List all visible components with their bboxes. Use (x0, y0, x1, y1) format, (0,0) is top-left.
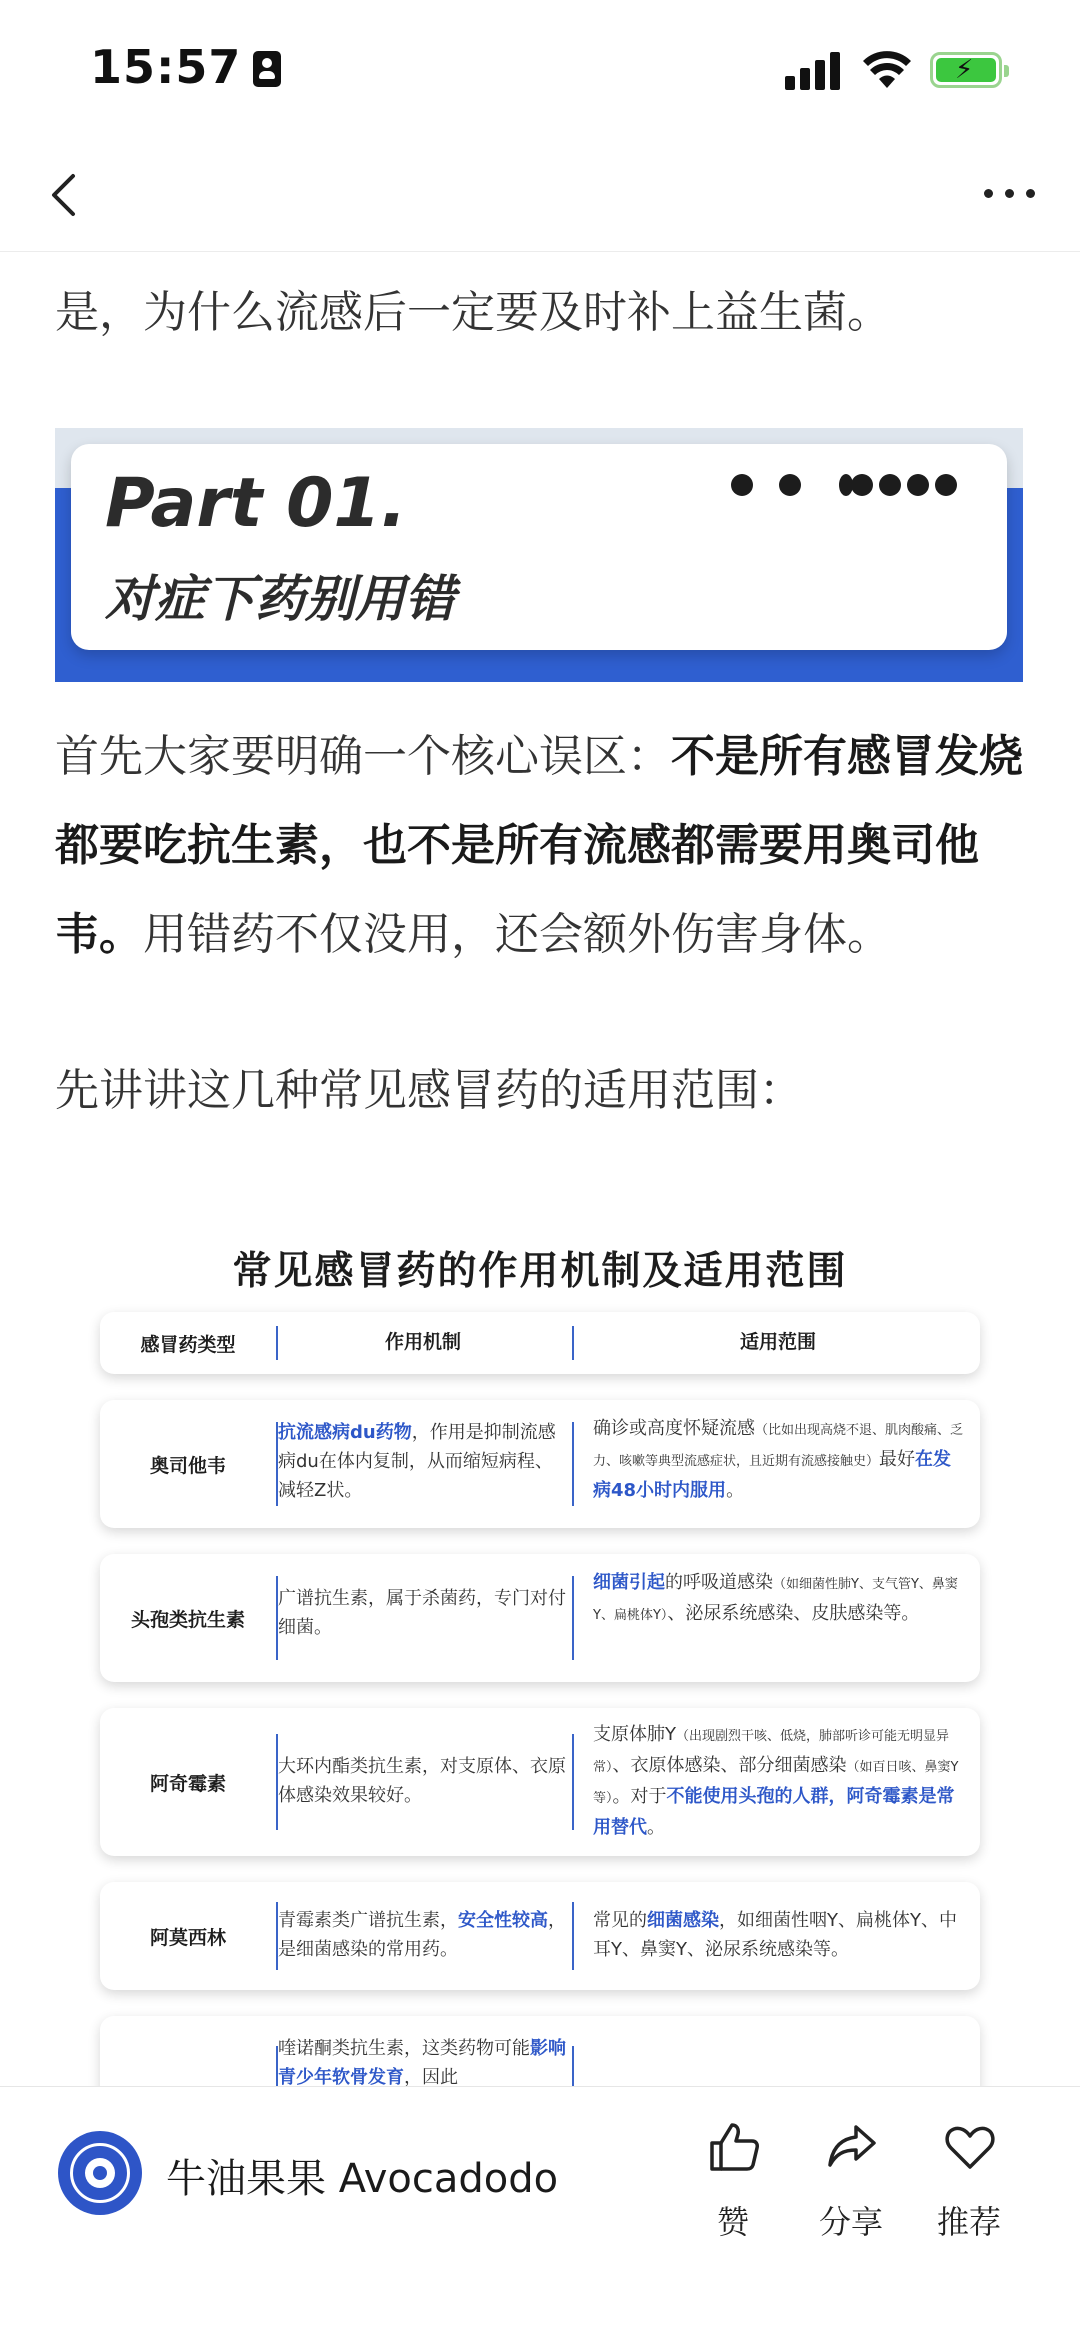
scope-text: 确诊或高度怀疑流感 (593, 1418, 755, 1439)
header-mechanism: 作用机制 (384, 1331, 461, 1353)
table-row (100, 1708, 980, 1856)
banner-card (71, 444, 1007, 650)
para-tail: 用错药不仅没用，还会额外伤害身体。 (143, 909, 891, 960)
drug-scope (593, 1414, 963, 1505)
share-button[interactable] (806, 2115, 896, 2245)
intro-paragraph: 是，为什么流感后一定要及时补上益生菌。 (55, 287, 891, 338)
drug-scope (593, 1906, 963, 1964)
like-button[interactable] (688, 2115, 778, 2245)
scope-highlight: 在发病48小时内服用 (593, 1449, 952, 1501)
para-bold: 不是所有感冒发烧都要吃抗生素，也不是所有流感都需要用奥司他韦。 (55, 731, 1023, 960)
table-header-row (100, 1312, 980, 1374)
drug-mechanism (278, 1418, 568, 1505)
status-bar (0, 0, 1080, 140)
drug-scope (593, 1568, 963, 1630)
scope-note-2: （如百日咳、鼻窦Y等） (593, 1760, 959, 1806)
medicine-infographic (0, 1180, 1080, 2086)
drug-name: 奥司他韦 (149, 1454, 226, 1477)
scope-highlight: 细菌感染 (647, 1910, 719, 1931)
drug-mechanism (278, 2034, 568, 2086)
back-arrow-icon[interactable] (40, 170, 90, 220)
contact-card-icon (253, 51, 281, 87)
scope-intro-paragraph: 先讲讲这几种常见感冒药的适用范围： (55, 1065, 803, 1116)
mechanism-highlight: 安全性较高 (458, 1910, 548, 1931)
mechanism-highlight: 抗流感病du药物 (278, 1422, 412, 1443)
mechanism-text: 喹诺酮类抗生素，这类药物可能 (278, 2038, 530, 2059)
account-avatar[interactable] (58, 2131, 142, 2215)
table-row (100, 1400, 980, 1528)
infographic-title: 常见感冒药的作用机制及适用范围 (232, 1249, 848, 1294)
scope-text-b: 、衣原体感染、部分细菌感染 (612, 1755, 847, 1776)
nav-bar (0, 140, 1080, 252)
bottom-action-bar (0, 2086, 1080, 2337)
mechanism-highlight: 影响青少年软骨发育 (278, 2038, 566, 2086)
scope-highlight: 细菌引起 (593, 1572, 665, 1593)
mechanism-text-b: ，是细菌感染的常用药。 (278, 1910, 566, 1960)
drug-mechanism: 广谱抗生素，属于杀菌药，专门对付细菌。 (278, 1588, 566, 1638)
mechanism-text: 青霉素类广谱抗生素， (278, 1910, 458, 1931)
scope-text-b: 最好 (879, 1449, 916, 1470)
scope-note: （比如出现高烧不退、肌肉酸痛、乏力、咳嗽等典型流感症状，且近期有流感接触史） (593, 1423, 964, 1469)
time-text: 15:57 (90, 40, 242, 94)
battery-icon: ⚡ (930, 52, 1002, 88)
part-title: 对症下药别用错 (105, 570, 455, 628)
mechanism-text: ，作用是抑制流感病du在体内复制，从而缩短病程、减轻Z状。 (278, 1422, 556, 1501)
decorative-dots-icon (731, 474, 981, 500)
header-type: 感冒药类型 (140, 1333, 236, 1356)
table-row (100, 1882, 980, 1990)
part-number: Part 01. (105, 464, 407, 543)
scope-text: 常见的 (593, 1910, 647, 1931)
scope-text-b: ，如细菌性咽Y、扁桃体Y、中耳Y、鼻窦Y、泌尿系统感染等。 (593, 1910, 957, 1960)
scope-text-c: 。对于 (612, 1786, 667, 1807)
misconception-paragraph (55, 712, 1035, 979)
scope-note: （如细菌性肺Y、支气管Y、鼻窦Y、扁桃体Y） (593, 1577, 958, 1623)
recommend-label: 推荐 (936, 2203, 1001, 2241)
scope-highlight: 不能使用头孢的人群，阿奇霉素是常用替代 (593, 1786, 955, 1838)
share-arrow-icon (826, 2121, 878, 2173)
cellular-signal-icon (785, 52, 843, 90)
share-label: 分享 (818, 2203, 883, 2241)
drug-name (100, 2016, 276, 2086)
drug-scope (593, 1720, 963, 1842)
scope-text-c: 。 (726, 1480, 745, 1501)
part-banner (55, 428, 1023, 682)
para-lead: 首先大家要明确一个核心误区： (55, 731, 671, 782)
account-name[interactable]: 牛油果果 Avocadodo (166, 2156, 559, 2202)
wifi-icon (862, 50, 912, 90)
like-label: 赞 (716, 2203, 749, 2241)
scope-text: 支原体肺Y (593, 1724, 676, 1745)
more-options-icon[interactable] (980, 178, 1040, 208)
drug-mechanism (278, 1906, 568, 1964)
drug-name: 阿奇霉素 (149, 1772, 226, 1795)
heart-icon (944, 2121, 996, 2173)
thumbs-up-icon (708, 2121, 760, 2173)
scope-note: （出现剧烈干咳、低烧，肺部听诊可能无明显异常） (593, 1729, 950, 1775)
mechanism-text-b: ，因此 (404, 2067, 458, 2086)
drug-name: 阿莫西林 (149, 1926, 226, 1949)
header-scope: 适用范围 (739, 1331, 816, 1353)
drug-name: 头孢类抗生素 (130, 1608, 245, 1631)
recommend-button[interactable] (924, 2115, 1014, 2245)
status-time (90, 40, 281, 94)
scope-text-d: 。 (647, 1817, 665, 1838)
scope-text: 的呼吸道感染 (665, 1572, 773, 1593)
table-row (100, 1554, 980, 1682)
table-row (100, 2016, 980, 2086)
scope-text-b: 、泌尿系统感染、皮肤感染等。 (667, 1603, 920, 1624)
drug-mechanism: 大环内酯类抗生素，对支原体、衣原体感染效果较好。 (278, 1756, 566, 1806)
